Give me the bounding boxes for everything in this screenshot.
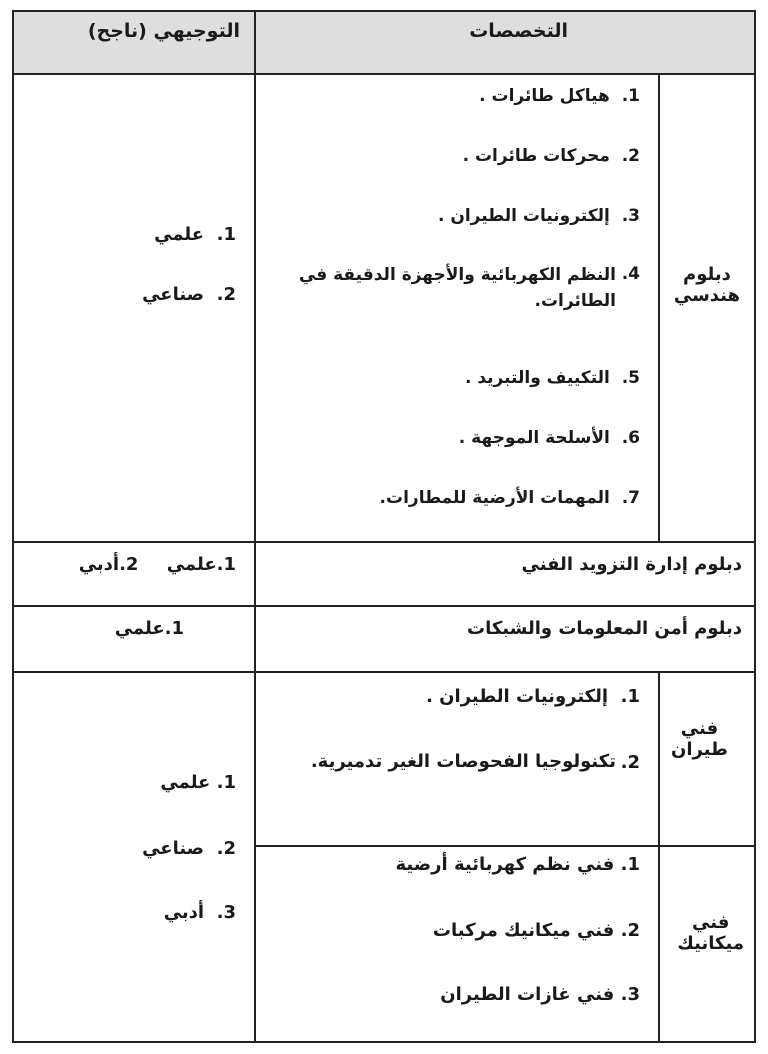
list-item	[459, 428, 640, 448]
list-item	[438, 206, 640, 226]
item-number: 2.	[216, 284, 236, 305]
grid-line	[254, 845, 756, 847]
item-number: 3.	[620, 984, 640, 1005]
item-text: صناعي	[142, 284, 205, 305]
item-number: 2.	[216, 838, 236, 859]
tawjihi-item	[142, 838, 236, 859]
item-number: 3.	[621, 206, 640, 226]
item-number: 2.	[620, 752, 640, 773]
item-text: هياكل طائرات .	[479, 86, 610, 106]
aviation-name-line1: فني	[680, 718, 719, 739]
list-item-text-wrapped: تكنولوجيا الفحوصات الغير تدميرية.	[310, 751, 616, 772]
item-text: صناعي	[142, 838, 205, 859]
engineering-name-line1: دبلوم	[683, 264, 731, 285]
item-number: 1.	[216, 224, 236, 245]
mechanic-technician-name	[677, 912, 744, 954]
grid-line	[658, 74, 660, 542]
security-tawjihi: 1.علمي	[114, 618, 184, 639]
item-number: 7.	[621, 488, 640, 508]
item-text: فني نظم كهربائية أرضية	[395, 854, 615, 875]
tawjihi-item	[164, 902, 236, 923]
list-item	[380, 488, 640, 508]
list-item	[396, 854, 641, 875]
item-text: فني غازات الطيران	[440, 984, 615, 1005]
item-number: 5.	[621, 368, 640, 388]
list-item	[621, 752, 640, 773]
mechanic-name-line1: فني	[692, 912, 730, 933]
list-item	[440, 984, 640, 1005]
grid-line	[658, 672, 660, 1043]
tawjihi-item	[160, 772, 236, 793]
item-text: إلكترونيات الطيران .	[426, 686, 609, 707]
grid-line	[12, 73, 756, 75]
item-text: المهمات الأرضية للمطارات.	[379, 488, 610, 508]
item-text: التكييف والتبريد .	[464, 368, 610, 388]
item-text: علمي	[154, 224, 205, 245]
engineering-name-line2: هندسي	[673, 285, 740, 306]
item-text: إلكترونيات الطيران .	[437, 206, 610, 226]
item-text: أدبي	[163, 902, 205, 923]
list-item	[622, 264, 640, 284]
grid-line	[12, 1041, 756, 1043]
item-number: 1.	[620, 686, 640, 707]
item-number: 1.	[620, 854, 640, 875]
item-text: محركات طائرات .	[462, 146, 610, 166]
supply-tawjihi: 1.علمي 2.أدبي	[78, 554, 236, 575]
item-number: 1.	[621, 86, 640, 106]
grid-line	[12, 605, 756, 607]
item-number: 6.	[621, 428, 640, 448]
list-item	[426, 686, 640, 707]
list-item	[465, 368, 640, 388]
item-number: 2.	[620, 920, 640, 941]
list-item-text-wrapped: النظم الكهربائية والأجهزة الدقيقة في الطائرات.	[298, 265, 616, 312]
item-text: علمي	[160, 772, 211, 793]
grid-line	[12, 10, 14, 1043]
item-number: 1.	[216, 772, 236, 793]
item-text: الأسلحة الموجهة .	[458, 428, 610, 448]
grid-line	[12, 541, 756, 543]
list-item	[479, 86, 640, 106]
header-tawjihi: التوجيهي (ناجح)	[87, 20, 240, 42]
aviation-name-line2: طيران	[670, 739, 728, 760]
supply-diploma-name: دبلوم إدارة التزويد الفني	[521, 554, 742, 575]
item-number: 3.	[216, 902, 236, 923]
security-diploma-name: دبلوم أمن المعلومات والشبكات	[466, 618, 742, 639]
tawjihi-item	[154, 224, 236, 245]
engineering-diploma-name	[674, 264, 740, 306]
item-number: 2.	[621, 146, 640, 166]
list-item	[463, 146, 640, 166]
tawjihi-item	[142, 284, 236, 305]
grid-line	[12, 10, 756, 12]
list-item	[433, 920, 640, 941]
mechanic-name-line2: ميكانيك	[677, 933, 744, 954]
aviation-technician-name	[671, 718, 728, 760]
item-number: 4.	[621, 264, 640, 284]
grid-line	[754, 10, 756, 1043]
header-specializations: التخصصات	[469, 20, 568, 42]
item-text: فني ميكانيك مركبات	[432, 920, 615, 941]
grid-line	[254, 10, 256, 1043]
grid-line	[12, 671, 756, 673]
